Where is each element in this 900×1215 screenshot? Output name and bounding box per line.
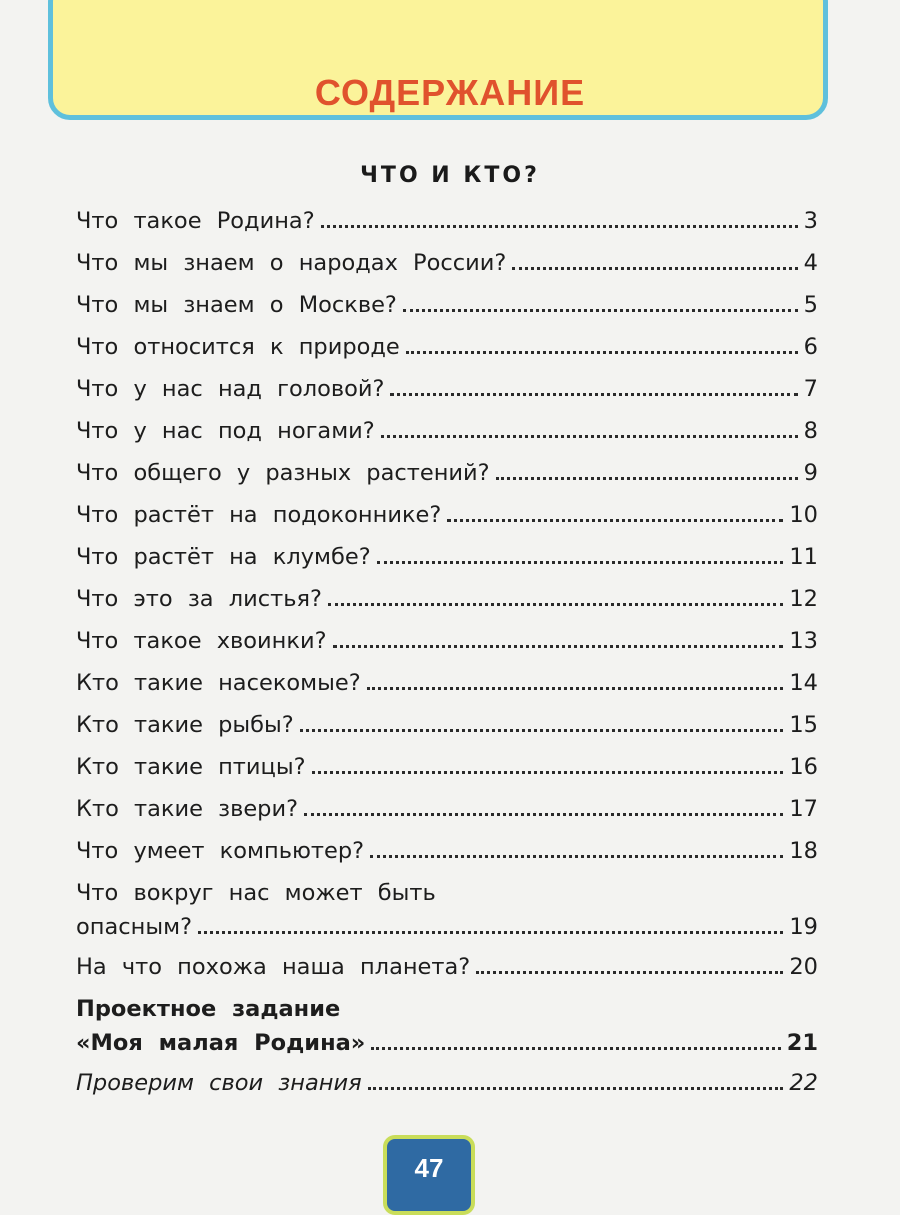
dot-leader: [198, 931, 783, 934]
toc-entry-label: На что похожа наша планета?: [76, 954, 471, 980]
toc-entry[interactable]: [76, 586, 818, 628]
dot-leader: [377, 561, 784, 564]
toc-entry-label: Что общего у разных растений?: [76, 460, 490, 486]
toc-entry-page: 17: [789, 796, 818, 822]
toc-entry-label: Что такое Родина?: [76, 208, 315, 234]
toc-entry-page: 4: [803, 250, 818, 276]
toc-entry-label-line2: опасным?: [76, 914, 193, 940]
toc-entry-label: Кто такие птицы?: [76, 754, 306, 780]
toc-entry-label: Что мы знаем о народах России?: [76, 250, 507, 276]
dot-leader: [496, 477, 798, 480]
toc-entry-page: 13: [789, 628, 818, 654]
toc-entry-page: 20: [789, 954, 818, 980]
dot-leader: [381, 435, 798, 438]
table-of-contents: [76, 208, 818, 1112]
toc-entry-page: 10: [789, 502, 818, 528]
toc-entry[interactable]: [76, 502, 818, 544]
toc-entry-page: 9: [803, 460, 818, 486]
page-title: СОДЕРЖАНИЕ: [314, 72, 586, 113]
toc-entry-label: Проверим свои знания: [76, 1070, 362, 1096]
toc-entry-label: Что у нас над головой?: [76, 376, 385, 402]
dot-leader: [390, 393, 797, 396]
toc-entry-page: 5: [803, 292, 818, 318]
dot-leader: [512, 267, 797, 270]
toc-entry[interactable]: [76, 544, 818, 586]
toc-entry-page: 7: [803, 376, 818, 402]
toc-entry-page: 18: [789, 838, 818, 864]
dot-leader: [368, 1087, 784, 1090]
toc-entry-label: Кто такие рыбы?: [76, 712, 294, 738]
toc-entry[interactable]: [76, 460, 818, 502]
dot-leader: [447, 519, 783, 522]
toc-entry-page: 8: [803, 418, 818, 444]
toc-entry[interactable]: [76, 712, 818, 754]
dot-leader: [304, 813, 783, 816]
toc-entry[interactable]: [76, 628, 818, 670]
toc-entry[interactable]: [76, 954, 818, 996]
toc-entry-page: 11: [789, 544, 818, 570]
dot-leader: [300, 729, 784, 732]
dot-leader: [403, 309, 798, 312]
toc-entry-page: 12: [789, 586, 818, 612]
toc-entry-page: 3: [803, 208, 818, 234]
toc-entry[interactable]: [76, 838, 818, 880]
toc-entry-page: 22: [789, 1070, 818, 1096]
toc-entry-project[interactable]: [76, 996, 818, 1070]
toc-entry[interactable]: [76, 376, 818, 418]
toc-entry-label-line1: Проектное задание: [76, 996, 341, 1022]
toc-entry-label: Что такое хвоинки?: [76, 628, 327, 654]
toc-entry-page: 15: [789, 712, 818, 738]
toc-entry[interactable]: [76, 208, 818, 250]
toc-entry-label: Что растёт на подоконнике?: [76, 502, 442, 528]
toc-entry-page: 14: [789, 670, 818, 696]
dot-leader: [328, 603, 783, 606]
page-number-badge: 47: [383, 1135, 475, 1215]
toc-entry[interactable]: [76, 334, 818, 376]
toc-entry[interactable]: [76, 796, 818, 838]
toc-entry-label: Кто такие звери?: [76, 796, 299, 822]
toc-entry-label-line2: «Моя малая Родина»: [76, 1030, 366, 1056]
toc-entry-label: Что у нас под ногами?: [76, 418, 375, 444]
dot-leader: [476, 971, 783, 974]
toc-entry-page: 6: [803, 334, 818, 360]
dot-leader: [370, 855, 783, 858]
dot-leader: [371, 1047, 780, 1050]
dot-leader: [333, 645, 784, 648]
toc-entry[interactable]: [76, 880, 818, 954]
dot-leader: [312, 771, 784, 774]
toc-entry-page: 16: [789, 754, 818, 780]
toc-entry-label: Что относится к природе: [76, 334, 400, 360]
toc-entry-label: Что растёт на клумбе?: [76, 544, 371, 570]
toc-entry-label-line1: Что вокруг нас может быть: [76, 880, 436, 906]
toc-entry-label: Что умеет компьютер?: [76, 838, 365, 864]
dot-leader: [406, 351, 798, 354]
toc-entry-page: 19: [789, 914, 818, 940]
dot-leader: [367, 687, 784, 690]
toc-entry-label: Что это за листья?: [76, 586, 322, 612]
toc-entry-label: Кто такие насекомые?: [76, 670, 361, 696]
toc-entry[interactable]: [76, 418, 818, 460]
toc-entry[interactable]: [76, 292, 818, 334]
toc-entry-label: Что мы знаем о Москве?: [76, 292, 397, 318]
toc-entry-review[interactable]: [76, 1070, 818, 1112]
section-title: ЧТО И КТО?: [360, 163, 540, 188]
toc-entry[interactable]: [76, 670, 818, 712]
toc-entry-page: 21: [786, 1030, 818, 1056]
toc-entry[interactable]: [76, 754, 818, 796]
toc-entry[interactable]: [76, 250, 818, 292]
dot-leader: [321, 225, 798, 228]
